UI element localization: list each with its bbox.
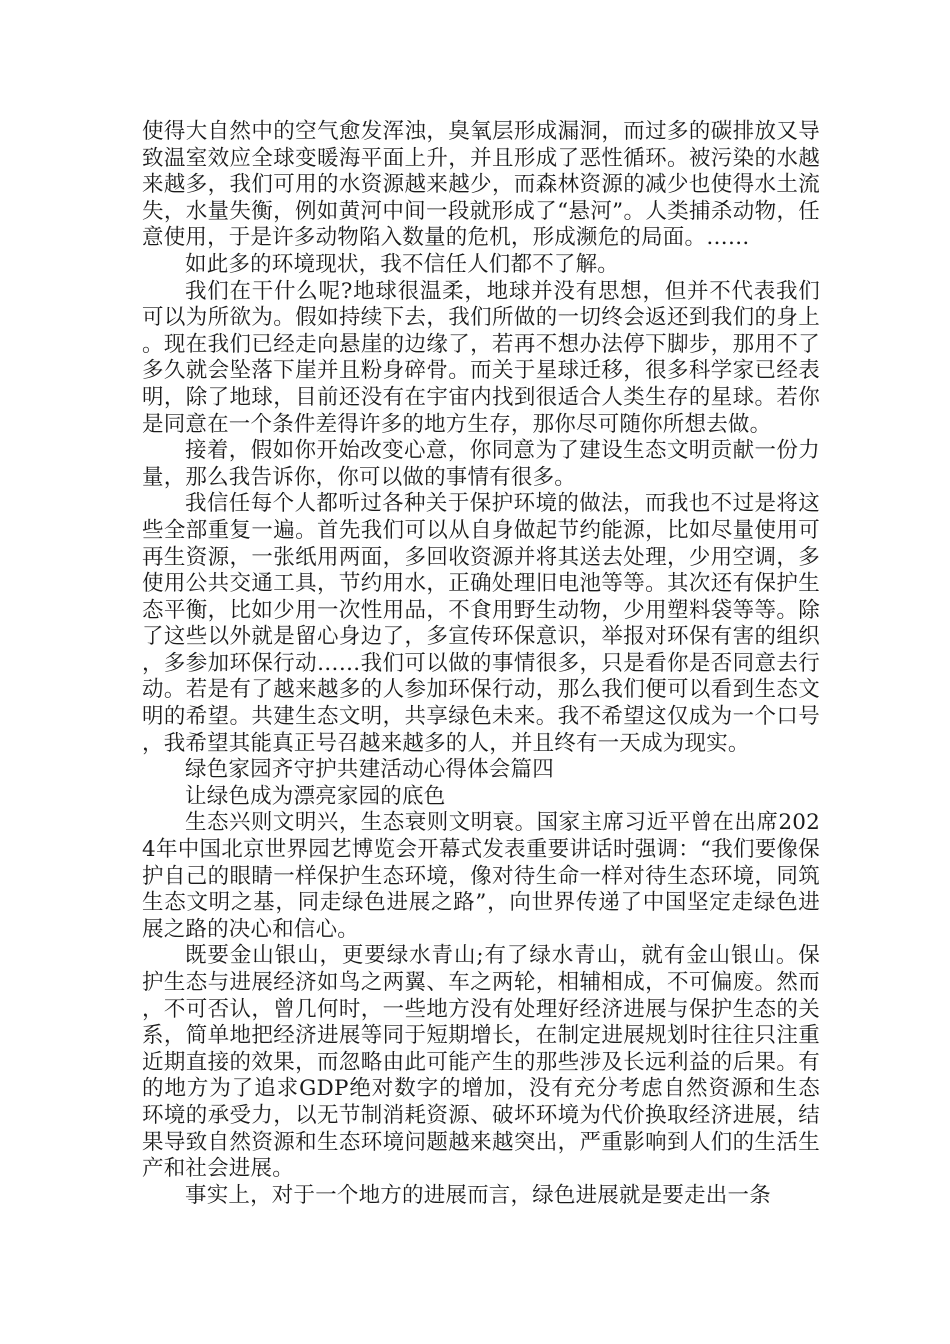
document-body [142,119,820,1209]
section-heading-part-four: 绿色家园齐守护共建活动心得体会篇四 [185,757,554,783]
paragraph-green-mountains: 既要金山银山，更要绿水青山;有了绿水青山，就有金山银山。保护生态与进展经济如鸟之两翼、车之两轮，相辅相成，不可偏废。然而，不可否认，曾几何时，一些地方没有处理好经济进展与保护生态的关系，简单地把经济进展等同于短期增长，在制定进展规划时往往只注重近期直接的效果，而忽略由此可能产生的那些涉及长远利益的后果。有的地方为了追求GDP绝对数字的增加，没有充分考虑自然资源和生态环境的承受力，以无节制消耗资源、破坏环境为代价换取经济进展，结果导致自然资源和生态环境问题越来越突出，严重影响到人们的生活生产和社会进展。 [142,943,820,1182]
paragraph-environment-status: 如此多的环境现状，我不信任人们都不了解。 [185,251,620,277]
section-subheading: 让绿色成为漂亮家园的底色 [185,783,446,809]
paragraph-change-mind: 接着，假如你开始改变心意，你同意为了建设生态文明贡献一份力量，那么我告诉你，你可以做的事情有很多。 [142,438,820,490]
paragraph-protection-actions: 我信任每个人都听过各种关于保护环境的做法，而我也不过是将这些全部重复一遍。首先我们可以从自身做起节约能源，比如尽量使用可再生资源，一张纸用两面，多回收资源并将其送去处理，少用空调，多使用公共交通工具，节约用水，正确处理旧电池等等。其次还有保护生态平衡，比如少用一次性用品，不食用野生动物，少用塑料袋等等。除了这些以外就是留心身边了，多宣传环保意识，举报对环保有害的组织，多参加环保行动……我们可以做的事情很多，只是看你是否同意去行动。若是有了越来越多的人参加环保行动，那么我们便可以看到生态文明的希望。共建生态文明，共享绿色未来。我不希望这仅成为一个口号，我希望其能真正号召越来越多的人，并且终有一天成为现实。 [142,491,820,756]
paragraph-environment-pollution: 使得大自然中的空气愈发浑浊，臭氧层形成漏洞，而过多的碳排放又导致温室效应全球变暖海平面上升，并且形成了恶性循环。被污染的水越来越多，我们可用的水资源越来越少，而森林资源的减少也使得水土流失，水量失衡，例如黄河中间一段就形成了“悬河”。人类捕杀动物，任意使用，于是许多动物陷入数量的危机，形成濒危的局面。…… [142,119,820,251]
paragraph-green-development: 事实上，对于一个地方的进展而言，绿色进展就是要走出一条 [185,1182,771,1208]
paragraph-what-are-we-doing: 我们在干什么呢?地球很温柔，地球并没有思想，但并不代表我们可以为所欲为。假如持续下去，我们所做的一切终会返还到我们的身上。现在我们已经走向悬崖的边缘了，若再不想办法停下脚步，那用不了多久就会坠落下崖并且粉身碎骨。而关于星球迁移，很多科学家已经表明，除了地球，目前还没有在宇宙内找到很适合人类生存的星球。若你是同意在一个条件差得许多的地方生存，那你尽可随你所想去做。 [142,278,820,437]
paragraph-ecology-civilization: 生态兴则文明兴，生态衰则文明衰。国家主席习近平曾在出席2024年中国北京世界园艺博览会开幕式发表重要讲话时强调：“我们要像保护自己的眼睛一样保护生态环境，像对待生命一样对待生态环境，同筑生态文明之基，同走绿色进展之路”，向世界传递了中国坚定走绿色进展之路的决心和信心。 [142,810,820,942]
